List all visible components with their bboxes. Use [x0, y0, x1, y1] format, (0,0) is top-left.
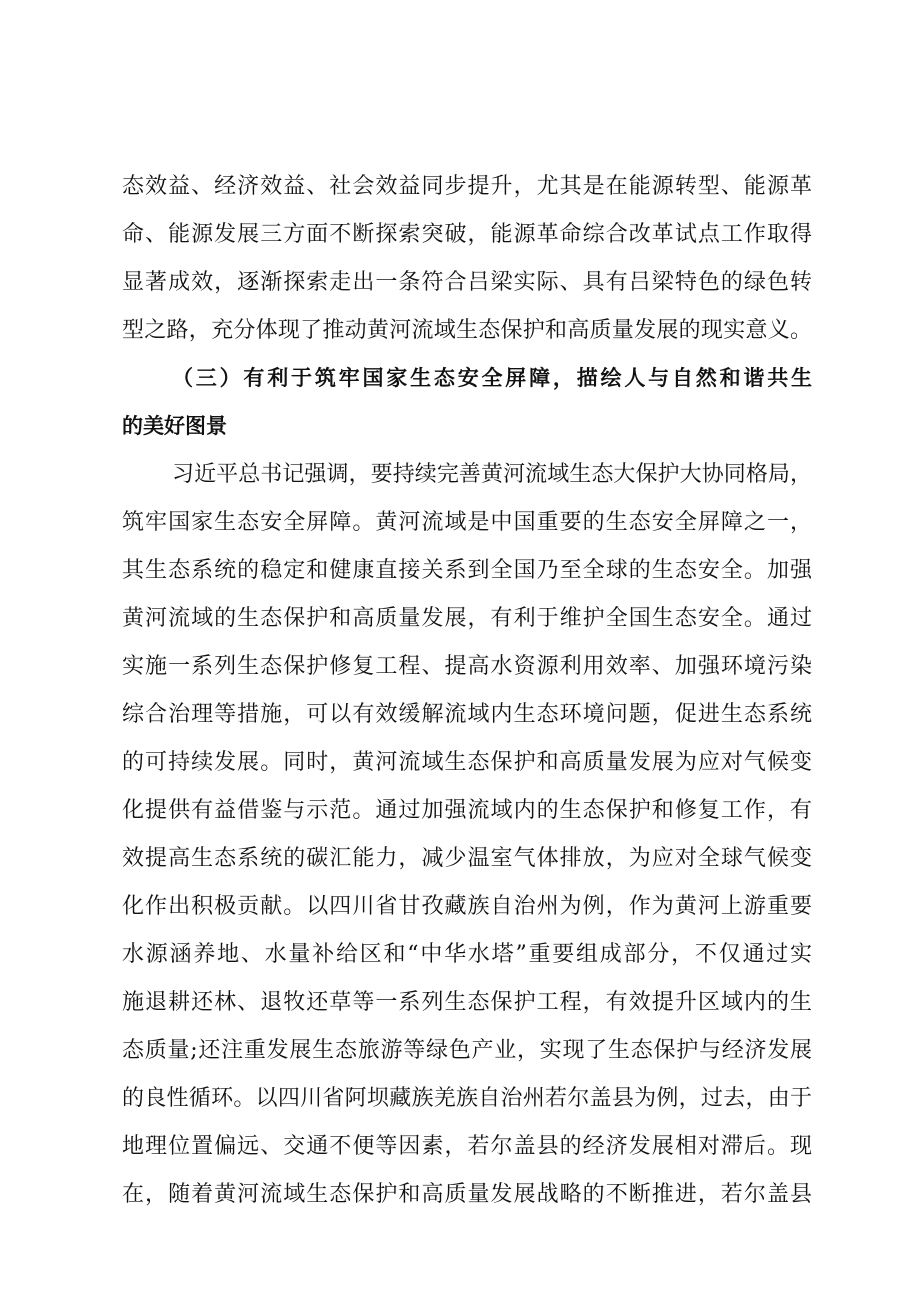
- text-line: 筑牢国家生态安全屏障。黄河流域是中国重要的生态安全屏障之一，: [122, 510, 812, 535]
- text-line: 态质量;还注重发展生态旅游等绿色产业，实现了生态保护与经济发展: [122, 1038, 812, 1063]
- text-line: 效提高生态系统的碳汇能力，减少温室气体排放，为应对全球气候变: [122, 846, 812, 871]
- text-line: 的可持续发展。同时，黄河流域生态保护和高质量发展为应对气候变: [122, 750, 812, 775]
- text-line: 其生态系统的稳定和健康直接关系到全国乃至全球的生态安全。加强: [122, 558, 812, 583]
- section-heading-continuation: 的美好图景: [122, 414, 227, 438]
- section-heading: （三）有利于筑牢国家生态安全屏障，描绘人与自然和谐共生: [172, 366, 812, 390]
- text-line: 地理位置偏远、交通不便等因素，若尔盖县的经济发展相对滞后。现: [122, 1134, 812, 1159]
- text-line: 实施一系列生态保护修复工程、提高水资源利用效率、加强环境污染: [122, 654, 812, 679]
- text-line: 化提供有益借鉴与示范。通过加强流域内的生态保护和修复工作，有: [122, 798, 812, 823]
- text-line: 综合治理等措施，可以有效缓解流域内生态环境问题，促进生态系统: [122, 702, 812, 727]
- text-line: 施退耕还林、退牧还草等一系列生态保护工程，有效提升区域内的生: [122, 990, 812, 1015]
- text-line: 在，随着黄河流域生态保护和高质量发展战略的不断推进，若尔盖县: [122, 1182, 812, 1207]
- text-line: 显著成效，逐渐探索走出一条符合吕梁实际、具有吕梁特色的绿色转: [122, 270, 812, 295]
- text-line: 命、能源发展三方面不断探索突破，能源革命综合改革试点工作取得: [122, 222, 812, 247]
- text-line: 态效益、经济效益、社会效益同步提升，尤其是在能源转型、能源革: [122, 174, 812, 199]
- text-line: 习近平总书记强调，要持续完善黄河流域生态大保护大协同格局，: [172, 462, 812, 487]
- text-line: 水源涵养地、水量补给区和“中华水塔”重要组成部分，不仅通过实: [122, 942, 812, 967]
- text-line: 型之路，充分体现了推动黄河流域生态保护和高质量发展的现实意义。: [122, 318, 812, 343]
- text-line: 黄河流域的生态保护和高质量发展，有利于维护全国生态安全。通过: [122, 606, 812, 631]
- text-line: 的良性循环。以四川省阿坝藏族羌族自治州若尔盖县为例，过去，由于: [122, 1086, 812, 1111]
- text-line: 化作出积极贡献。以四川省甘孜藏族自治州为例，作为黄河上游重要: [122, 894, 812, 919]
